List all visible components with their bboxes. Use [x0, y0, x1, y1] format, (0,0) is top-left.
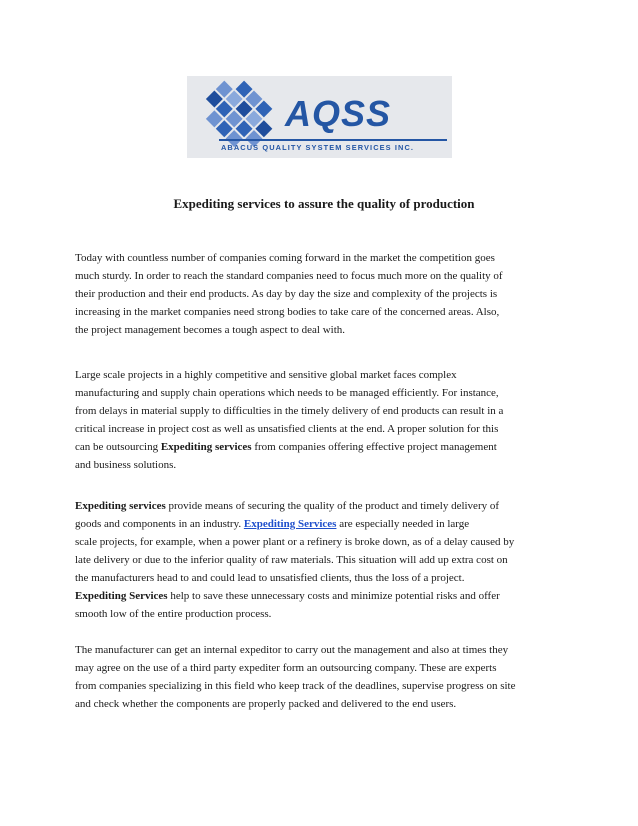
text-line: much sturdy. In order to reach the standard companies need to focus much more on the quality of: [75, 270, 503, 282]
aqss-logo: [187, 76, 452, 158]
logo-divider: [219, 139, 447, 141]
text-line: [75, 438, 575, 456]
paragraph-large-projects: [75, 366, 575, 474]
text-line: and business solutions.: [75, 459, 177, 471]
text-run: help to save these unnecessary costs and minimize potential risks and offer: [167, 590, 500, 602]
text-line: scale projects, for example, when a power plant or a refinery is broke down, as of a delay caused by: [75, 536, 515, 548]
text-line: their production and their end products. As day by day the size and complexity of the projects is: [75, 288, 498, 300]
text-line: the project management becomes a tough aspect to deal with.: [75, 324, 346, 336]
text-run: are especially needed in large: [336, 518, 470, 530]
text-line: Today with countless number of companies coming forward in the market the competition goes: [75, 252, 495, 264]
text-line: [75, 587, 575, 605]
bold-term: Expediting Services: [75, 590, 168, 602]
paragraph-expediting-services: [75, 497, 575, 623]
text-run: from companies offering effective project management: [251, 441, 497, 453]
text-line: [75, 515, 575, 533]
bold-term: Expediting services: [75, 500, 166, 512]
expediting-services-link[interactable]: Expediting Services: [243, 518, 337, 530]
text-line: the manufacturers head to and could lead to unsatisfied clients, thus the loss of a project.: [75, 572, 465, 584]
text-line: may agree on the use of a third party expediter form an outsourcing company. These are experts: [75, 662, 497, 674]
page-title: Expediting services to assure the quality of production: [173, 196, 475, 211]
text-line: The manufacturer can get an internal expeditor to carry out the management and also at times they: [75, 644, 509, 656]
text-run: can be outsourcing: [75, 441, 161, 453]
text-line: Large scale projects in a highly competitive and sensitive global market faces complex: [75, 369, 457, 381]
logo-wordmark: AQSS: [285, 93, 392, 134]
text-line: increasing in the market companies need strong bodies to take care of the concerned areas. Also,: [75, 306, 500, 318]
text-line: critical increase in project cost as well as unsatisfied clients at the end. A proper solution for this: [75, 423, 499, 435]
text-line: and check whether the components are properly packed and delivered to the end users.: [75, 698, 457, 710]
paragraph-intro: [75, 249, 575, 339]
logo-tagline: ABACUS QUALITY SYSTEM SERVICES INC.: [221, 143, 415, 152]
text-run: goods and components in an industry.: [75, 518, 244, 530]
bold-term: Expediting services: [160, 441, 252, 453]
text-line: [75, 497, 575, 515]
paragraph-manufacturer: [75, 641, 575, 713]
text-line: smooth low of the entire production process.: [75, 608, 272, 620]
text-line: late delivery or due to the inferior quality of raw materials. This situation will add up extra cost on: [75, 554, 508, 566]
text-line: from delays in material supply to difficulties in the timely delivery of end products can result in a: [75, 405, 504, 417]
text-line: from companies specializing in this field who keep track of the deadlines, supervise progress on site: [75, 680, 516, 692]
text-run: provide means of securing the quality of the product and timely delivery of: [165, 500, 500, 512]
text-line: manufacturing and supply chain operations which needs to be managed efficiently. For instance,: [75, 387, 499, 399]
